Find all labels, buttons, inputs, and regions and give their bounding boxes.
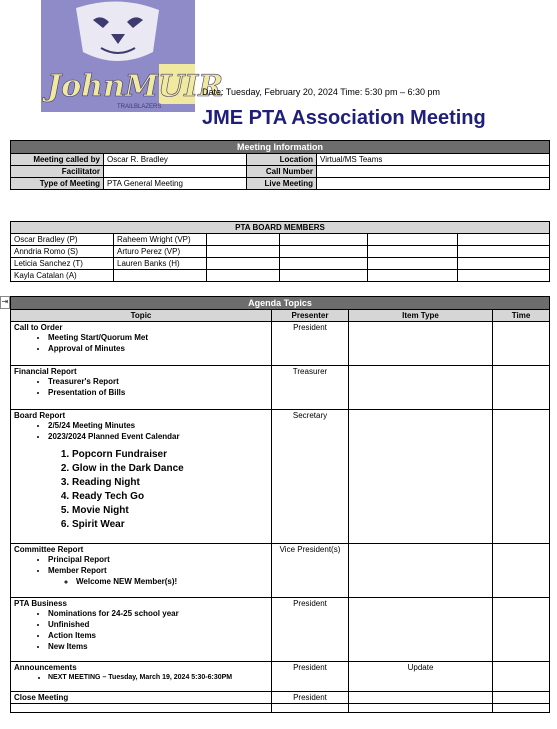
facilitator-value [104, 166, 247, 178]
called-by-value: Oscar R. Bradley [104, 154, 247, 166]
event-item: 6. Spirit Wear [72, 518, 268, 532]
list-item: • Unfinished [48, 619, 268, 630]
board-member: Leticia Sanchez (T) [11, 258, 114, 270]
board-member [114, 270, 207, 282]
list-item: • New Items [48, 641, 268, 652]
topic-title: Board Report [14, 411, 66, 420]
meeting-type-label: Type of Meeting [11, 178, 104, 190]
school-logo [41, 0, 224, 112]
presenter: President [272, 598, 349, 662]
list-item: • Member Report ◦ Welcome NEW Member(s)! [48, 565, 268, 587]
live-meeting-label: Live Meeting [247, 178, 317, 190]
board-member: Kayla Catalan (A) [11, 270, 114, 282]
call-number-label: Call Number [247, 166, 317, 178]
agenda-topic [11, 322, 272, 366]
list-item: • 2023/2024 Planned Event Calendar [48, 431, 268, 442]
meeting-type-value: PTA General Meeting [104, 178, 247, 190]
presenter: President [272, 322, 349, 366]
event-item: 5. Movie Night [72, 504, 268, 518]
location-value: Virtual/MS Teams [317, 154, 550, 166]
col-topic: Topic [11, 310, 272, 322]
list-item: • Presentation of Bills [48, 387, 268, 398]
presenter: Vice President(s) [272, 544, 349, 598]
agenda-topic [11, 366, 272, 410]
live-meeting-value [317, 178, 550, 190]
presenter: Treasurer [272, 366, 349, 410]
board-member: Raheem Wright (VP) [114, 234, 207, 246]
meeting-info-heading: Meeting Information [11, 141, 550, 154]
topic-title: Financial Report [14, 367, 77, 376]
list-item: • Approval of Minutes [48, 343, 268, 354]
list-item: • Meeting Start/Quorum Met [48, 332, 268, 343]
item-type: Update [349, 662, 493, 692]
list-item: • 2/5/24 Meeting Minutes [48, 420, 268, 431]
facilitator-label: Facilitator [11, 166, 104, 178]
col-time: Time [493, 310, 550, 322]
presenter: President [272, 692, 349, 704]
list-item: • Nominations for 24-25 school year [48, 608, 268, 619]
board-member: Oscar Bradley (P) [11, 234, 114, 246]
date-time-line: Date: Tuesday, February 20, 2024 Time: 5:30 pm – 6:30 pm [202, 87, 440, 97]
event-item: 4. Ready Tech Go [72, 490, 268, 504]
board-member: Arturo Perez (VP) [114, 246, 207, 258]
board-member: Anndria Romo (S) [11, 246, 114, 258]
agenda-topic [11, 598, 272, 662]
logo-text: JohnMUIR [47, 69, 224, 104]
table-move-handle-icon[interactable]: ⇥ [0, 296, 10, 309]
call-number-value [317, 166, 550, 178]
presenter: Secretary [272, 410, 349, 544]
event-item: 1. Popcorn Fundraiser [72, 448, 268, 462]
agenda-table [10, 296, 550, 713]
agenda-topic [11, 662, 272, 692]
sub-list-item: ◦ Welcome NEW Member(s)! [76, 576, 268, 587]
agenda-topic [11, 544, 272, 598]
board-members-table [10, 221, 550, 282]
topic-title: Close Meeting [11, 692, 272, 704]
presenter: President [272, 662, 349, 692]
col-item-type: Item Type [349, 310, 493, 322]
agenda-heading: Agenda Topics [11, 297, 550, 310]
location-label: Location [247, 154, 317, 166]
list-item: • Action Items [48, 630, 268, 641]
list-item: • Principal Report [48, 554, 268, 565]
topic-title: Call to Order [14, 323, 63, 332]
event-item: 2. Glow in the Dark Dance [72, 462, 268, 476]
logo-subtext: TRAILBLAZERS [117, 104, 162, 110]
meeting-info-table [10, 140, 550, 190]
col-presenter: Presenter [272, 310, 349, 322]
event-item: 3. Reading Night [72, 476, 268, 490]
board-member: Lauren Banks (H) [114, 258, 207, 270]
board-heading: PTA BOARD MEMBERS [11, 222, 550, 234]
called-by-label: Meeting called by [11, 154, 104, 166]
agenda-topic [11, 410, 272, 544]
topic-title: Committee Report [14, 545, 84, 554]
list-item: • NEXT MEETING – Tuesday, March 19, 2024 5:30-6:30PM [48, 672, 268, 683]
list-item: • Treasurer's Report [48, 376, 268, 387]
topic-title: Announcements [14, 663, 77, 672]
document-title: JME PTA Association Meeting [202, 107, 486, 129]
topic-title: PTA Business [14, 599, 67, 608]
